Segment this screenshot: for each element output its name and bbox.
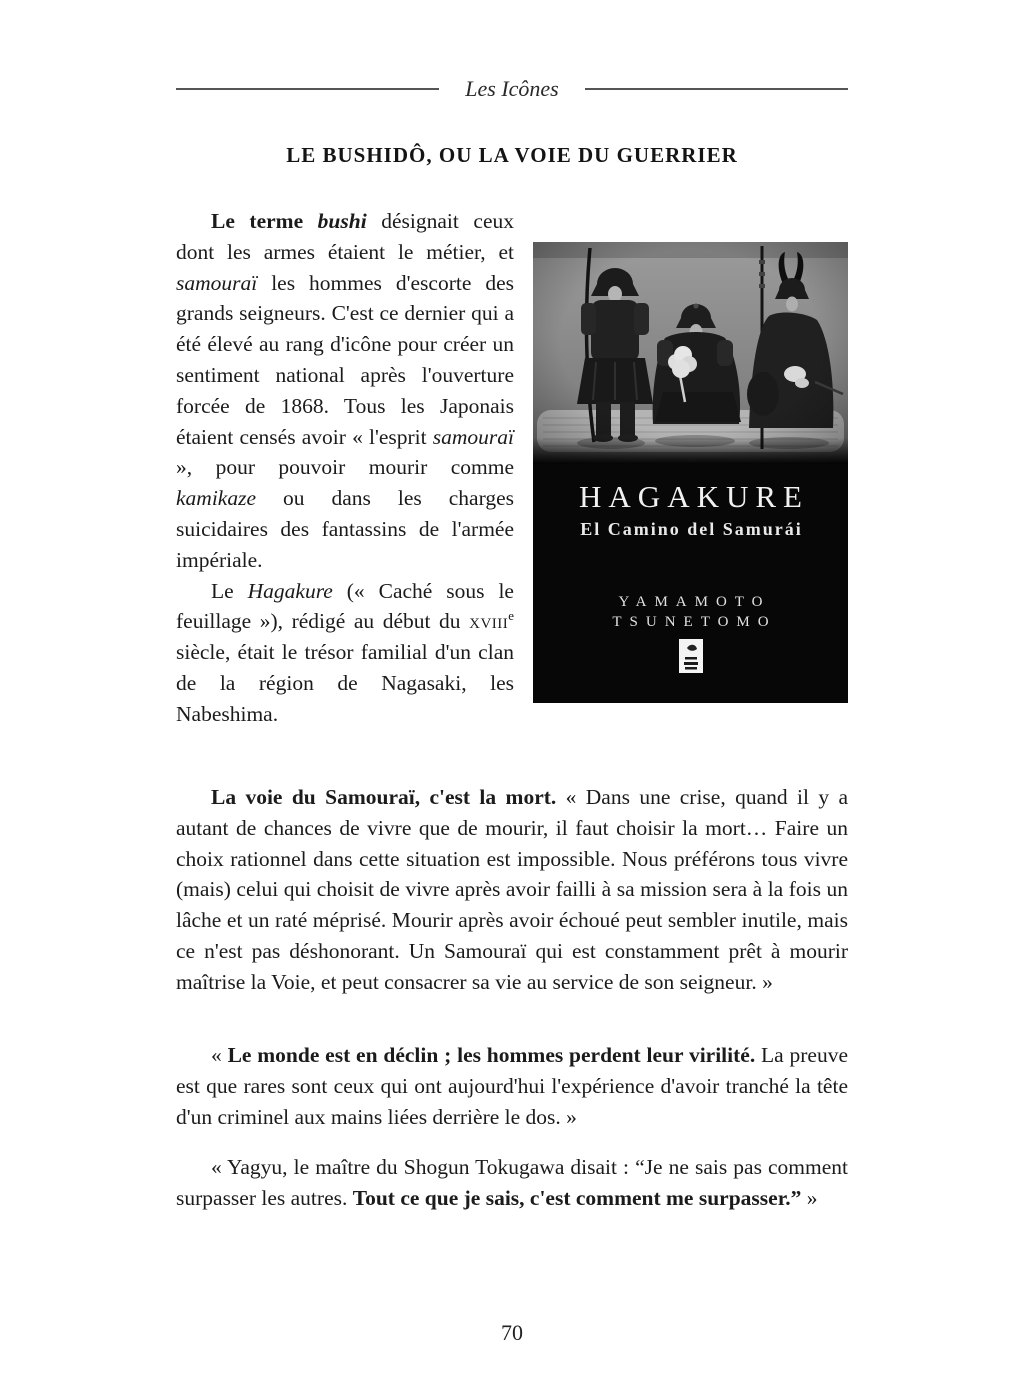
text-segment: ou dans les charges suicidaires des fantassins de l'armée impériale.: [176, 486, 514, 572]
text-segment: « Dans une crise, quand il y a autant de chances de vivre que de mourir, il faut choisir la mort… Faire un choix rationnel dans cette situation est impossible. Nous préférons tous vivre (mais) celui qui choisit de vivre après avoir failli à sa mission sera à la fois un lâche et un raté méprisé. Mourir après avoir échoué peut sembler inutile, mais ce n'est pas déshonorant. Un Samouraï qui est constamment prêt à mourir maîtrise la Voie, et peut consacrer sa vie au service de son seigneur. »: [176, 785, 848, 994]
quote-paragraph-1: [176, 782, 848, 998]
text-segment: « Yagyu, le maître du Shogun Tokugawa disait : “Je ne sais pas comment surpasser les autres.: [176, 1155, 848, 1210]
text-segment: », pour pouvoir mourir comme: [176, 455, 514, 480]
header-rule-right: [585, 88, 848, 90]
text-segment: La voie du Samouraï, c'est la mort.: [211, 785, 557, 809]
cover-title-text: HAGAKURE: [579, 479, 809, 514]
intro-section: [176, 206, 848, 766]
text-segment: La preuve est que rares sont ceux qui ont aujourd'hui l'expérience d'avoir tranché la tête d'un criminel aux mains liées derrière le dos. »: [176, 1043, 849, 1129]
intro-column: [176, 206, 514, 730]
running-head-title: Les Icônes: [465, 76, 559, 101]
paragraph-hagakure: [176, 576, 514, 730]
text-segment: les hommes d'escorte des grands seigneurs. C'est ce dernier qui a été élevé au rang d'icône pour créer un sentiment national après l'ouverture forcée de 1868. Tous les Japonais étaient censés avoir « l'esprit: [176, 270, 514, 449]
running-head: [176, 74, 848, 104]
hagakure-book-cover: [533, 242, 848, 703]
text-segment: «: [211, 1043, 228, 1067]
text-segment: samouraï: [432, 424, 514, 449]
text-segment: »: [801, 1185, 818, 1210]
text-segment: Le terme: [211, 209, 318, 233]
text-segment: e: [508, 609, 514, 624]
text-segment: kamikaze: [176, 486, 256, 511]
publisher-logo: [533, 639, 848, 678]
text-segment: siècle, était le trésor familial d'un clan de la région de Nagasaki, les Nabeshima.: [176, 640, 514, 726]
text-segment: Le monde est en déclin ; les hommes perdent leur virilité.: [227, 1043, 756, 1067]
text-segment: samouraï: [176, 270, 258, 295]
cover-subtitle-text: El Camino del Samurái: [580, 519, 803, 539]
text-segment: (« Caché sous le feuillage »), rédigé au début du: [176, 578, 514, 634]
text-segment: xviii: [469, 609, 509, 634]
cover-author-block: [541, 592, 848, 632]
text-segment: désignait ceux dont les armes étaient le métier, et: [176, 209, 514, 264]
text-segment: Tout ce que je sais, c'est comment me surpasser.”: [352, 1185, 802, 1210]
paragraph-bushi: [176, 206, 514, 576]
text-segment: Le: [211, 578, 248, 603]
samurai-photo: [533, 242, 848, 464]
cover-author-line-1: YAMAMOTO: [618, 594, 771, 610]
quote-paragraph-3: [176, 1152, 848, 1214]
cover-author-line-2: TSUNETOMO: [612, 614, 777, 630]
text-segment: bushi: [317, 209, 367, 233]
text-segment: Hagakure: [247, 578, 333, 603]
publisher-logo-icon: [679, 639, 703, 673]
quote-paragraph-2: [176, 1040, 848, 1132]
header-rule-left: [176, 88, 439, 90]
page-number: 70: [501, 1320, 523, 1345]
section-title: LE BUSHIDÔ, OU LA VOIE DU GUERRIER: [286, 143, 738, 167]
